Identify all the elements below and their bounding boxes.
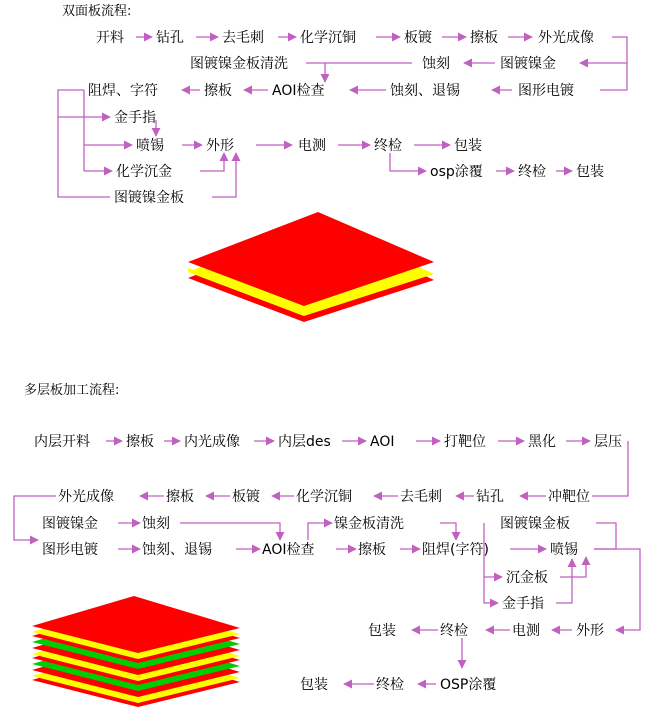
s1-osp: osp涂覆	[430, 164, 483, 180]
s2-caban2: 擦板	[166, 489, 194, 505]
s2-zuhan: 阻焊(字符)	[422, 542, 489, 558]
s2-caban3: 擦板	[358, 542, 386, 558]
s1-waiguangchengxiang: 外光成像	[538, 30, 594, 46]
s2-aoi2: AOI检查	[262, 542, 315, 558]
s1-huaxuechentong: 化学沉铜	[300, 30, 356, 46]
s1-shike: 蚀刻	[422, 56, 450, 72]
s1-caban-b: 擦板	[204, 83, 232, 99]
s2-huaxuechentong: 化学沉铜	[296, 489, 352, 505]
s2-penxi: 喷锡	[550, 542, 578, 558]
s2-waiguangchengxiang: 外光成像	[58, 489, 114, 505]
s1-caban-a: 擦板	[470, 30, 498, 46]
s1-aoi: AOI检查	[272, 83, 325, 99]
s2-neicengkailiao: 内层开料	[34, 434, 90, 450]
s2-shike-tuixi: 蚀刻、退锡	[142, 542, 212, 558]
s2-waixing: 外形	[576, 623, 604, 639]
s2-caban1: 擦板	[126, 434, 154, 450]
s2-shike: 蚀刻	[142, 516, 170, 532]
s1-zuhan: 阻焊、字符	[88, 83, 158, 99]
s2-nijinbanqingxi: 镍金板清洗	[334, 516, 404, 532]
s1-tudunijinban: 图镀镍金板	[114, 190, 184, 206]
s2-heihua: 黑化	[528, 434, 556, 450]
s1-kailiao: 开料	[96, 30, 124, 46]
s2-chenjinban: 沉金板	[506, 570, 548, 586]
s2-zhongjian: 终检	[440, 623, 468, 639]
s1-waixing: 外形	[206, 138, 234, 154]
s1-zuankong: 钻孔	[156, 30, 184, 46]
s1-shike-tuixi: 蚀刻、退锡	[390, 83, 460, 99]
s2-tudunijinban: 图镀镍金板	[500, 516, 570, 532]
s2-tuxingdiandu: 图形电镀	[42, 542, 98, 558]
s2-tudunijin: 图镀镍金	[42, 516, 98, 532]
s1-qumaoci: 去毛刺	[222, 30, 264, 46]
section2-title: 多层板加工流程:	[24, 383, 120, 398]
s2-cengya: 层压	[594, 434, 622, 450]
s2-bandu: 板镀	[232, 489, 260, 505]
s2-aoi1: AOI	[370, 434, 395, 450]
multilayer-board-illustration	[32, 596, 240, 707]
s1-zhongjian2: 终检	[518, 164, 546, 180]
s1-bandu: 板镀	[404, 30, 432, 46]
s1-baozhuang: 包装	[454, 138, 482, 154]
s2-baozhuang: 包装	[368, 623, 396, 639]
s2-baozhuang2: 包装	[300, 677, 328, 693]
s2-neiceng-des: 内层des	[278, 434, 331, 450]
s2-chongbawei: 冲靶位	[548, 489, 590, 505]
s2-osp: OSP涂覆	[440, 677, 497, 693]
s1-jinshouzhi: 金手指	[114, 110, 156, 126]
s1-tuxingdiandu: 图形电镀	[518, 83, 574, 99]
s1-huaxuechenjin: 化学沉金	[116, 164, 172, 180]
section1-title: 双面板流程:	[62, 4, 132, 19]
s2-neiguangchengxiang: 内光成像	[184, 434, 240, 450]
s2-dabawei: 打靶位	[444, 434, 486, 450]
s1-dianche: 电测	[298, 138, 326, 154]
double-sided-board-illustration	[188, 212, 434, 322]
s2-zuankong: 钻孔	[476, 489, 504, 505]
s2-dianche: 电测	[512, 623, 540, 639]
s1-tudunijin: 图镀镍金	[500, 56, 556, 72]
s2-qumaoci: 去毛刺	[400, 489, 442, 505]
s1-baozhuang2: 包装	[576, 164, 604, 180]
s1-zhongjian: 终检	[374, 138, 402, 154]
s2-zhongjian2: 终检	[376, 677, 404, 693]
s2-jinshouzhi: 金手指	[502, 596, 544, 612]
s1-tudunie-qingxi: 图镀镍金板清洗	[190, 56, 288, 72]
s1-penxi: 喷锡	[136, 138, 164, 154]
